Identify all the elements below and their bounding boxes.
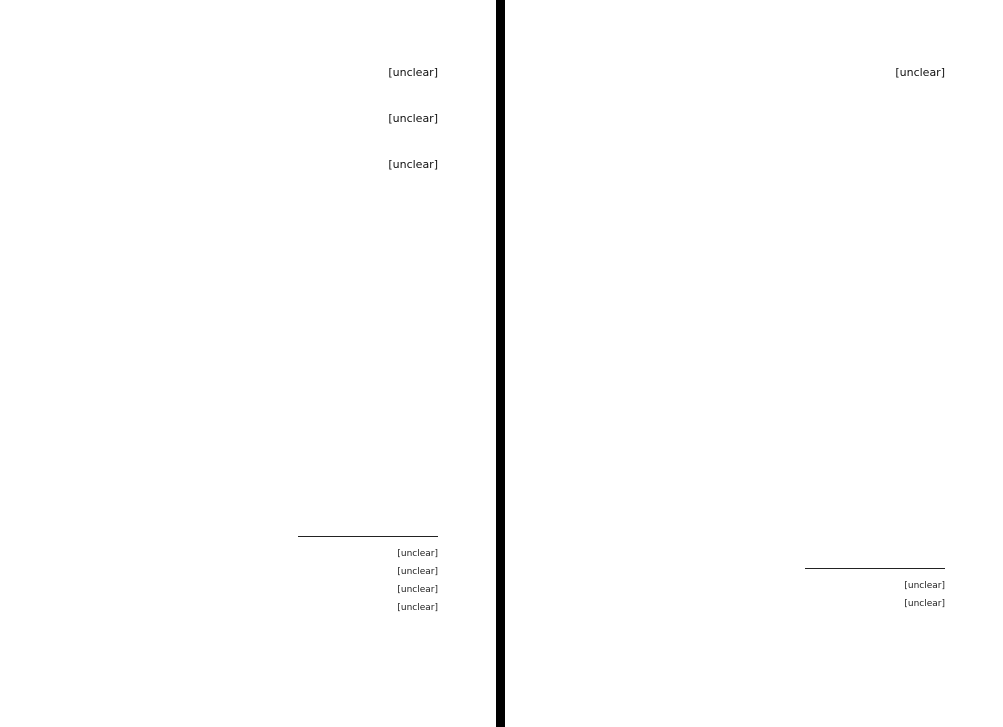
right-footnote-2: [unclear] [904, 599, 945, 609]
right-footnote-1: [unclear] [904, 581, 945, 591]
footnote-divider [298, 536, 438, 537]
left-paragraph-2: [unclear] [388, 112, 438, 125]
left-paragraph-1: [unclear] [388, 66, 438, 79]
left-page [0, 0, 496, 727]
right-page-body [565, 62, 945, 84]
left-paragraph-3: [unclear] [388, 158, 438, 171]
right-footnotes [565, 568, 945, 613]
footnote-divider [805, 568, 945, 569]
right-page [505, 0, 1003, 727]
right-paragraph-1: [unclear] [895, 66, 945, 79]
left-footnote-2: [unclear] [397, 567, 438, 577]
left-footnote-3: [unclear] [397, 585, 438, 595]
left-footnote-4: [unclear] [397, 603, 438, 613]
left-footnotes [60, 536, 438, 617]
left-page-body [60, 62, 438, 176]
left-footnote-1: [unclear] [397, 549, 438, 559]
